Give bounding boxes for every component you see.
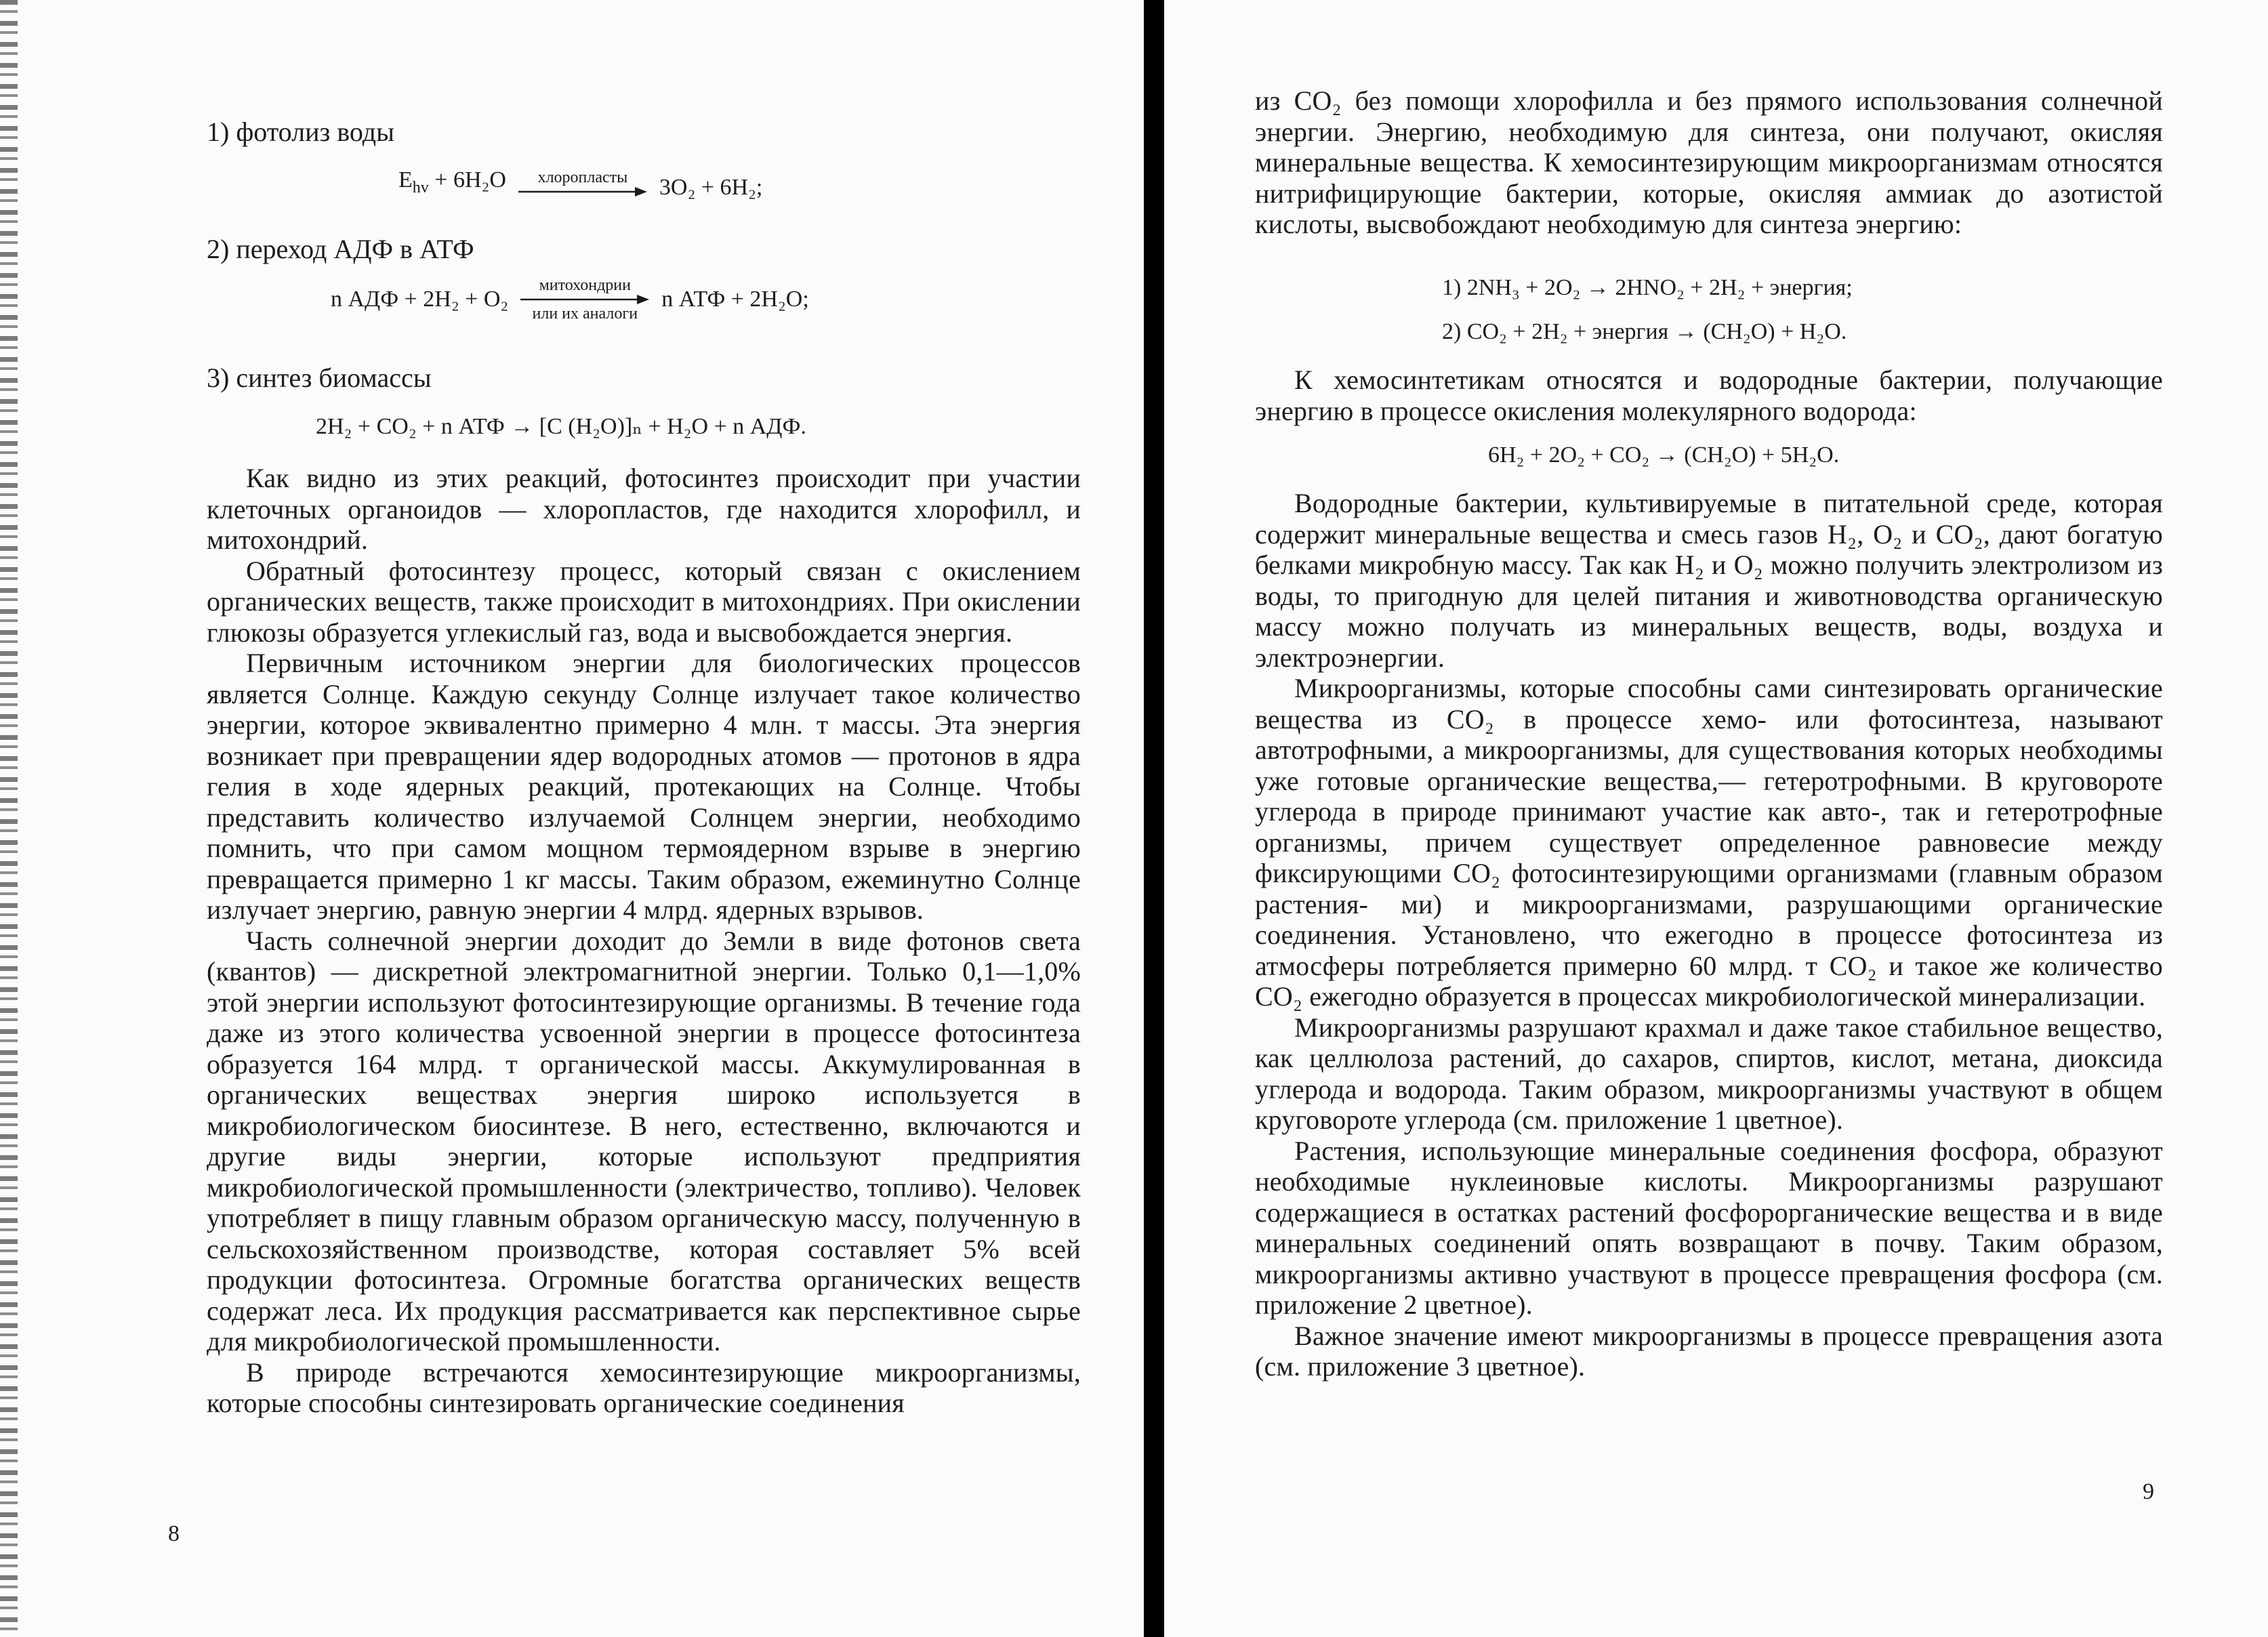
list-item-1 xyxy=(207,117,1081,148)
arrow-label-top: хлоропласты xyxy=(537,168,628,186)
paragraph: из CO₂ без помощи хлорофилла и без прямого использования солнечной энергии. Энергию, необходимую для синтеза, они получают, окисляя минеральные вещества. К хемосинтезирующим микроорганизмам относятся нитрифицирующие бактерии, которые, окисляя аммиак до азотистой кислоты, высвобождают необходимую для синтеза энергию: xyxy=(1255,85,2163,239)
paragraph: Обратный фотосинтезу процесс, который связан с окислением органических веществ, также происходит в митохондриях. При окислении глюкозы образуется углекислый газ, вода и высвобождается энергия. xyxy=(207,555,1081,648)
paragraph: Как видно из этих реакций, фотосинтез происходит при участии клеточных органоидов — хлоропластов, где находится хлорофилл, и митохондрий. xyxy=(207,463,1081,555)
paragraph: Микроорганизмы, которые способны сами синтезировать органические вещества из CO₂ в процессе хемо- или фотосинтеза, называют автотрофными, а микроорганизмы, для существования которых необходимы уже готовые органические вещества,— гетеротрофными. В круговороте углерода в природе принимают участие как авто-, так и гетеротрофные организмы, причем существует определенное равновесие между фиксирующими CO₂ фотосинтезирующими организмами (главным образом растения- ми) и микроорганизмами, разрушающими органические соединения. Установлено, что ежегодно в процессе фотосинтеза из атмосферы потребляется примерно 60 млрд. т CO₂ и такое же количество CO₂ ежегодно образуется в процессах микробиологической минерализации. xyxy=(1255,673,2163,1012)
reaction-arrow xyxy=(520,276,649,323)
page-number: 9 xyxy=(2143,1479,2154,1504)
equation-nitrification-2: 2) CO₂ + 2H₂ + энергия → (CH₂O) + H₂O. xyxy=(1442,319,1847,344)
equation-lhs: $E_{hv} + 6H_2O$ xyxy=(398,167,506,196)
equation-rhs: 3O₂ + 6H₂; xyxy=(659,174,763,200)
arrow-label-top: митохондрии xyxy=(539,276,631,294)
right-hydrogen-para xyxy=(1255,365,2163,426)
list-item-2 xyxy=(207,234,1081,265)
equation-hydrogen-bacteria: 6H₂ + 2O₂ + CO₂ → (CH₂O) + 5H₂O. xyxy=(1488,442,1840,468)
list-item-label: 3) синтез биомассы xyxy=(207,362,432,393)
paragraph: Водородные бактерии, культивируемые в питательной среде, которая содержит минеральные вещества и смесь газов H₂, O₂ и CO₂, дают богатую белками микробную массу. Так как H₂ и O₂ можно получить электролизом из воды, то пригодную для целей питания и животноводства органическую массу можно получать из минеральных веществ, воды, воздуха и электроэнергии. xyxy=(1255,488,2163,673)
paragraph: Первичным источником энергии для биологических процессов является Солнце. Каждую секунду Солнце излучает такое количество энергии, которое эквивалентно примерно 4 млн. т массы. Эта энергия возникает при превращении ядер водородных атомов — протонов в ядра гелия в ходе ядерных реакций, протекающих на Солнце. Чтобы представить количество излучаемой Солнцем энергии, необходимо помнить, что при самом мощном термоядерном взрыве в энергию превращается примерно 1 кг массы. Таким образом, ежеминутно Солнце излучает энергию, равную энергии 4 млрд. ядерных взрывов. xyxy=(207,648,1081,925)
paragraph: Важное значение имеют микроорганизмы в процессе превращения азота (см. приложение 3 цветное). xyxy=(1255,1320,2163,1382)
paragraph: В природе встречаются хемосинтезирующие микроорганизмы, которые способны синтезировать органические соединения xyxy=(207,1356,1081,1418)
equation-photolysis xyxy=(398,167,762,201)
arrow-icon xyxy=(518,186,647,197)
right-body-text xyxy=(1255,488,2163,1382)
paragraph: Часть солнечной энергии доходит до Земли в виде фотонов света (квантов) — дискретной электромагнитной энергии. Только 0,1—1,0% этой энергии используют фотосинтезирующие организмы. В течение года даже из этого количества усвоенной энергии в процессе фотосинтеза образуется 164 млрд. т органической массы. Аккумулированная в органических веществах энергия широко используется в микробиологическом биосинтезе. В него, естественно, включаются и другие виды энергии, которые используют предприятия микробиологической промышленности (электричество, топливо). Человек употребляет в пищу главным образом органическую массу, полученную в сельскохозяйственном производстве, которая составляет 5% всей продукции фотосинтеза. Огромные богатства органических веществ содержат леса. Их продукция рассматривается как перспективное сырье для микробиологической промышленности. xyxy=(207,925,1081,1356)
equation-lhs: n АДФ + 2H₂ + O₂ xyxy=(331,287,509,312)
list-item-3 xyxy=(207,362,1081,394)
arrow-label-bottom: или их аналоги xyxy=(532,305,638,323)
equation-rhs: n АТФ + 2H₂O; xyxy=(661,287,809,312)
left-body-text xyxy=(207,463,1081,1419)
reaction-arrow xyxy=(518,169,647,197)
scan-edge-shadow xyxy=(0,0,18,1637)
list-item-label: 1) фотолиз воды xyxy=(207,117,394,147)
page-number: 8 xyxy=(168,1521,180,1546)
paragraph: К хемосинтетикам относятся и водородные бактерии, получающие энергию в процессе окисления молекулярного водорода: xyxy=(1255,365,2163,426)
right-intro xyxy=(1255,85,2163,240)
equation-nitrification-1: 1) 2NH₃ + 2O₂ → 2HNO₂ + 2H₂ + энергия; xyxy=(1442,275,1853,300)
list-item-label: 2) переход АДФ в АТФ xyxy=(207,234,474,264)
equation-adp-atp xyxy=(331,276,809,323)
right-page xyxy=(1164,0,2268,1637)
paragraph: Растения, использующие минеральные соединения фосфора, образуют необходимые нуклеиновые кислоты. Микроорганизмы разрушают содержащиеся в остатках растений фосфорорганические вещества и в виде минеральных соединений опять возвращают в почву. Таким образом, микроорганизмы активно участвуют в процессе превращения фосфора (см. приложение 2 цветное). xyxy=(1255,1135,2163,1320)
paragraph: Микроорганизмы разрушают крахмал и даже такое стабильное вещество, как целлюлоза растений, до сахаров, спиртов, кислот, метана, диоксида углерода и водорода. Таким образом, микроорганизмы участвуют в общем круговороте углерода (см. приложение 1 цветное). xyxy=(1255,1012,2163,1135)
arrow-icon xyxy=(520,294,649,305)
equation-biomass: 2H₂ + CO₂ + n АТФ → [C (H₂O)]ₙ + H₂O + n АДФ. xyxy=(316,414,806,439)
